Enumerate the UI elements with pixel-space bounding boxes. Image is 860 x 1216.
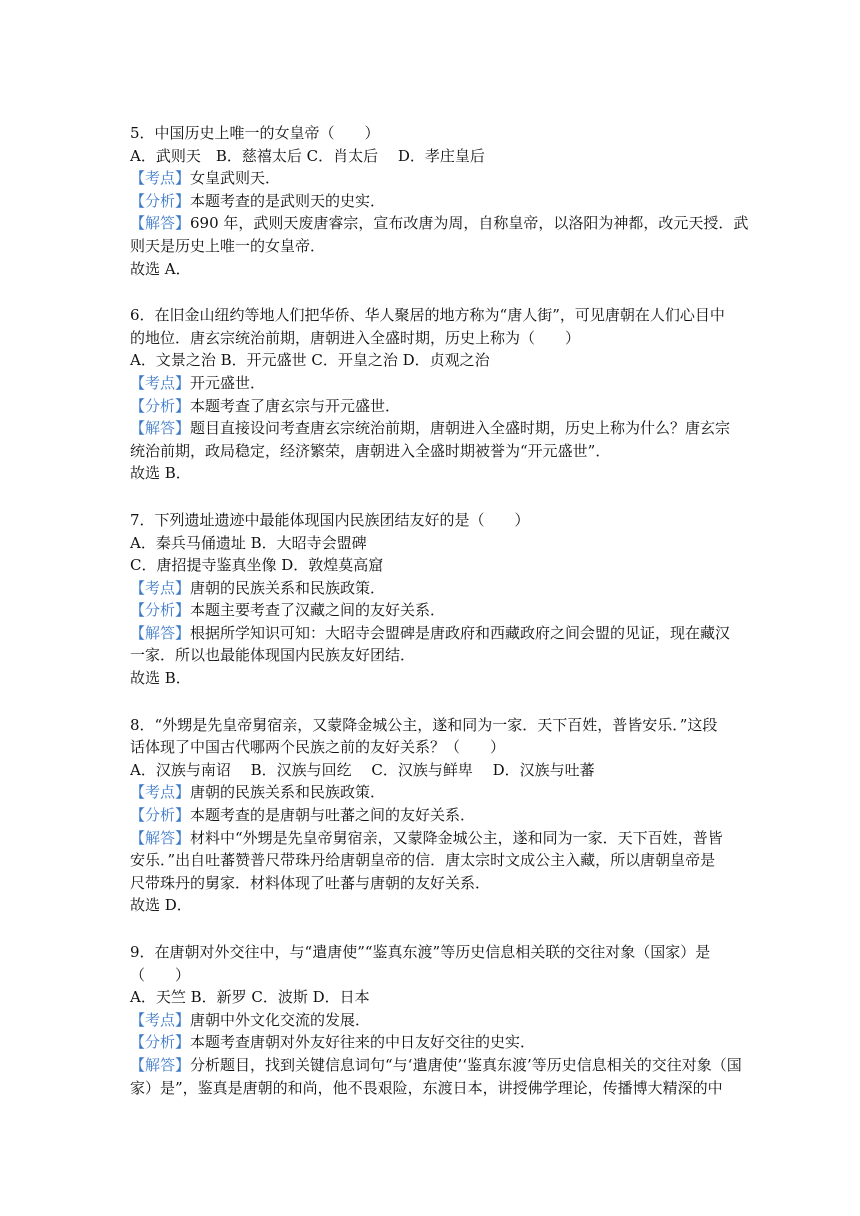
answer-options: A．武则天 B．慈禧太后 C．肖太后 D．孝庄皇后 xyxy=(130,146,485,165)
kaodian-label: 【考点】 xyxy=(130,169,191,188)
jieda-line xyxy=(130,212,749,235)
kaodian-label: 【考点】 xyxy=(130,373,191,392)
kaodian-line-text: 开元盛世． xyxy=(190,373,266,392)
fenxi-line xyxy=(130,599,740,622)
fenxi-label: 【分析】 xyxy=(130,396,191,415)
fenxi-line xyxy=(130,1031,740,1054)
jieda-label: 【解答】 xyxy=(130,214,191,233)
jieda-line-text: 分析题目，找到关键信息词句“与‘遣唐使’‘鉴真东渡’等历史信息相关的交往对象（国 xyxy=(190,1055,742,1074)
jieda-label: 【解答】 xyxy=(130,623,191,642)
question-block xyxy=(130,941,740,1099)
jieda-label: 【解答】 xyxy=(130,828,191,847)
kaodian-line-text: 唐朝的民族关系和民族政策． xyxy=(190,578,386,597)
jieda-line-text: 题目直接设问考查唐玄宗统治前期，唐朝进入全盛时期，历史上称为什么？唐玄宗 xyxy=(190,419,731,438)
fenxi-line-text: 本题考查唐朝对外友好往来的中日友好交往的史实． xyxy=(190,1033,536,1052)
question-block xyxy=(130,509,740,690)
fenxi-label: 【分析】 xyxy=(130,601,191,620)
kaodian-line-text: 女皇武则天． xyxy=(190,169,281,188)
fenxi-line-text: 本题主要考查了汉藏之间的友好关系． xyxy=(190,601,446,620)
question-stem: 的地位．唐玄宗统治前期，唐朝进入全盛时期，历史上称为（ ） xyxy=(130,328,581,347)
kaodian-line-text: 唐朝的民族关系和民族政策． xyxy=(190,783,386,802)
final-answer: 故选 D． xyxy=(130,896,192,915)
jieda-line xyxy=(130,827,740,850)
question-stem: 话体现了中国古代哪两个民族之前的友好关系？（ ） xyxy=(130,738,506,757)
jieda-label: 【解答】 xyxy=(130,419,191,438)
jieda-continuation: 统治前期，政局稳定，经济繁荣，唐朝进入全盛时期被誉为“开元盛世”． xyxy=(130,441,611,460)
jieda-continuation: 尺带珠丹的舅家．材料体现了吐蕃与唐朝的友好关系． xyxy=(130,873,491,892)
question-block xyxy=(130,122,749,280)
final-answer: 故选 A． xyxy=(130,259,191,278)
fenxi-line xyxy=(130,190,740,213)
answer-options: A．文景之治 B．开元盛世 C．开皇之治 D．贞观之治 xyxy=(130,351,490,370)
kaodian-label: 【考点】 xyxy=(130,1010,191,1029)
fenxi-line-text: 本题考查了唐玄宗与开元盛世． xyxy=(190,396,401,415)
jieda-line xyxy=(130,417,740,440)
fenxi-label: 【分析】 xyxy=(130,191,191,210)
document-page xyxy=(130,122,749,1123)
fenxi-label: 【分析】 xyxy=(130,1033,191,1052)
answer-options: A．汉族与南诏 B．汉族与回纥 C．汉族与鲜卑 D．汉族与吐蕃 xyxy=(130,760,595,779)
jieda-continuation: 家）是”，鉴真是唐朝的和尚，他不畏艰险，东渡日本，讲授佛学理论，传播博大精深的中 xyxy=(130,1078,723,1097)
question-stem: 7．下列遗址遗迹中最能体现国内民族团结友好的是（ ） xyxy=(130,510,530,529)
final-answer: 故选 B． xyxy=(130,669,191,688)
jieda-line-text: 材料中“外甥是先皇帝舅宿亲，又蒙降金城公主，遂和同为一家．天下百姓，普皆 xyxy=(190,828,723,847)
fenxi-line-text: 本题考查的是唐朝与吐蕃之间的友好关系． xyxy=(190,806,476,825)
kaodian-line-text: 唐朝中外文化交流的发展． xyxy=(190,1010,371,1029)
kaodian-line xyxy=(130,372,740,395)
kaodian-label: 【考点】 xyxy=(130,578,191,597)
question-stem: 5．中国历史上唯一的女皇帝（ ） xyxy=(130,124,380,142)
answer-options: C．唐招提寺鉴真坐像 D．敦煌莫高窟 xyxy=(130,556,384,575)
kaodian-line xyxy=(130,1009,740,1032)
jieda-line xyxy=(130,1054,740,1077)
answer-options: A．天竺 B．新罗 C．波斯 D．日本 xyxy=(130,988,370,1007)
question-block xyxy=(130,714,740,917)
question-stem: 9．在唐朝对外交往中，与“遣唐使”“鉴真东渡”等历史信息相关联的交往对象（国家）是 xyxy=(130,943,711,961)
fenxi-line xyxy=(130,395,740,418)
question-stem: 8．“外甥是先皇帝舅宿亲，又蒙降金城公主，遂和同为一家．天下百姓，普皆安乐．”这段 xyxy=(130,715,718,734)
question-block xyxy=(130,304,740,485)
jieda-continuation: 则天是历史上唯一的女皇帝． xyxy=(130,236,326,255)
question-stem: 6．在旧金山纽约等地人们把华侨、华人聚居的地方称为“唐人街”，可见唐朝在人们心目中 xyxy=(130,306,725,325)
answer-options: A．秦兵马俑遗址 B．大昭寺会盟碑 xyxy=(130,533,367,552)
jieda-continuation: 安乐．”出自吐蕃赞普尺带珠丹给唐朝皇帝的信．唐太宗时文成公主入藏，所以唐朝皇帝是 xyxy=(130,851,716,870)
jieda-label: 【解答】 xyxy=(130,1055,191,1074)
question-stem: （ ） xyxy=(130,965,191,984)
jieda-line xyxy=(130,622,740,645)
fenxi-label: 【分析】 xyxy=(130,806,191,825)
kaodian-label: 【考点】 xyxy=(130,783,191,802)
kaodian-line xyxy=(130,167,740,190)
fenxi-line xyxy=(130,804,740,827)
fenxi-line-text: 本题考查的是武则天的史实． xyxy=(190,191,386,210)
kaodian-line xyxy=(130,577,740,600)
jieda-line-text: 根据所学知识可知：大昭寺会盟碑是唐政府和西藏政府之间会盟的见证，现在藏汉 xyxy=(190,623,731,642)
jieda-line-text: 690 年，武则天废唐睿宗，宣布改唐为周，自称皇帝，以洛阳为神都，改元天授．武 xyxy=(190,214,749,233)
jieda-continuation: 一家．所以也最能体现国内民族友好团结． xyxy=(130,646,416,665)
final-answer: 故选 B． xyxy=(130,464,191,483)
kaodian-line xyxy=(130,781,740,804)
